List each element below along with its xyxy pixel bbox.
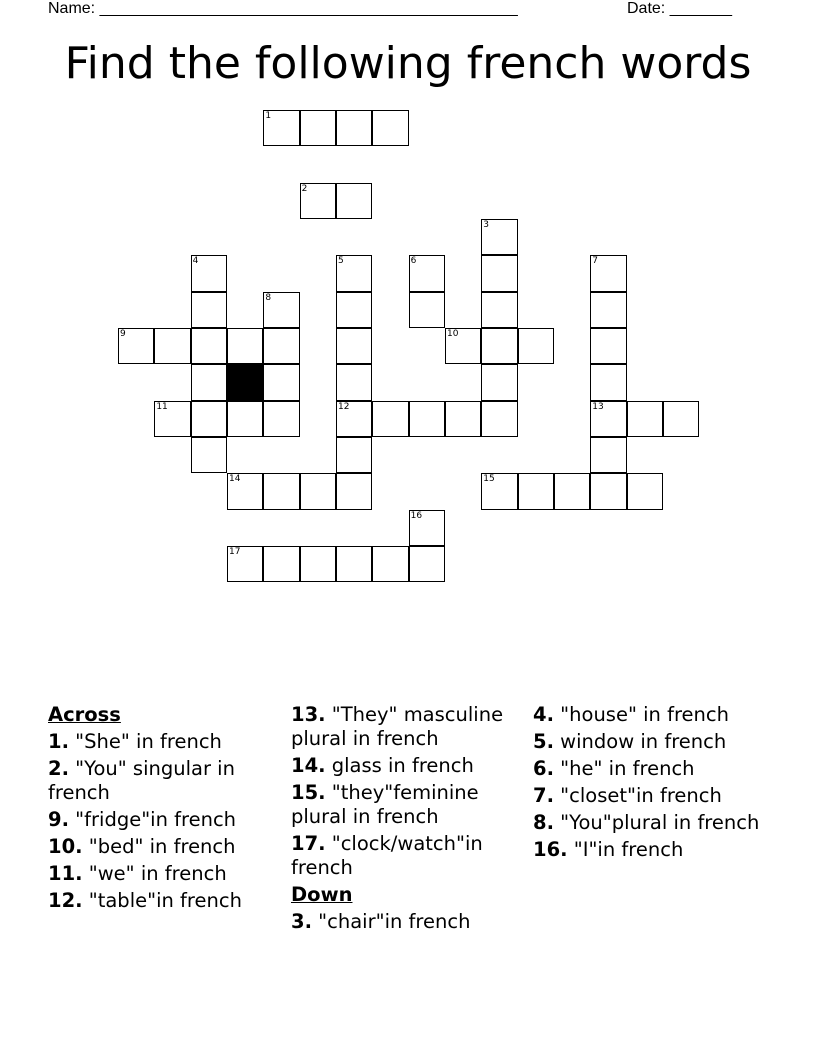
grid-cell[interactable] — [191, 401, 227, 437]
grid-cell[interactable] — [590, 473, 626, 509]
grid-cell[interactable] — [409, 510, 445, 546]
clue-item — [533, 730, 765, 754]
grid-cell[interactable] — [336, 437, 372, 473]
grid-cell[interactable] — [409, 255, 445, 291]
grid-cell[interactable] — [227, 546, 263, 582]
grid-cell[interactable] — [590, 401, 626, 437]
grid-cell[interactable] — [481, 364, 517, 400]
grid-cell[interactable] — [118, 328, 154, 364]
grid-cell[interactable] — [481, 255, 517, 291]
clue-list — [533, 703, 765, 862]
clues-column-2 — [291, 703, 523, 937]
clue-number: 10. — [48, 835, 83, 858]
clue-item — [48, 730, 280, 754]
grid-cell[interactable] — [300, 110, 336, 146]
grid-cell[interactable] — [590, 437, 626, 473]
cell-number: 3 — [483, 219, 490, 230]
grid-cell[interactable] — [191, 292, 227, 328]
grid-cell[interactable] — [518, 328, 554, 364]
grid-cell[interactable] — [227, 473, 263, 509]
clue-number: 2. — [48, 757, 69, 780]
grid-cell[interactable] — [554, 473, 590, 509]
grid-cell[interactable] — [263, 110, 299, 146]
grid-cell[interactable] — [481, 328, 517, 364]
clue-item — [533, 838, 765, 862]
clue-item — [533, 784, 765, 808]
cell-number: 7 — [592, 256, 599, 267]
grid-cell[interactable] — [336, 328, 372, 364]
clue-text: "They" masculine plural in french — [291, 703, 504, 750]
cell-number: 8 — [265, 292, 272, 303]
clue-item — [48, 757, 280, 805]
clue-number: 4. — [533, 703, 554, 726]
clue-text: "You" singular in french — [48, 757, 235, 804]
grid-block — [227, 364, 263, 400]
cell-number: 17 — [228, 546, 241, 557]
grid-cell[interactable] — [263, 473, 299, 509]
cell-number: 5 — [337, 256, 344, 267]
clue-number: 14. — [291, 754, 326, 777]
grid-cell[interactable] — [481, 401, 517, 437]
clue-number: 9. — [48, 808, 69, 831]
cell-number: 16 — [410, 510, 423, 521]
cell-number: 10 — [446, 328, 459, 339]
clue-list — [291, 910, 523, 934]
clue-list — [48, 730, 280, 913]
grid-cell[interactable] — [590, 255, 626, 291]
grid-cell[interactable] — [191, 328, 227, 364]
cell-number: 13 — [592, 401, 604, 412]
clue-item — [291, 703, 523, 751]
cell-number: 1 — [265, 111, 272, 121]
grid-cell[interactable] — [154, 328, 190, 364]
across-heading: Across — [48, 703, 121, 726]
grid-cell[interactable] — [590, 364, 626, 400]
grid-cell[interactable] — [336, 255, 372, 291]
grid-cell[interactable] — [336, 183, 372, 219]
clue-text: "we" in french — [82, 862, 227, 885]
cell-number: 4 — [192, 256, 199, 267]
clues-column-1 — [48, 703, 280, 916]
clue-text: "clock/watch"in french — [291, 832, 483, 879]
clue-item — [291, 910, 523, 934]
clue-number: 6. — [533, 757, 554, 780]
clue-text: "they"feminine plural in french — [291, 781, 479, 828]
grid-cell[interactable] — [336, 110, 372, 146]
clue-text: glass in french — [325, 754, 474, 777]
cell-number: 14 — [228, 474, 241, 485]
grid-cell[interactable] — [372, 110, 408, 146]
grid-cell[interactable] — [263, 292, 299, 328]
grid-cell[interactable] — [300, 183, 336, 219]
grid-cell[interactable] — [518, 473, 554, 509]
grid-cell[interactable] — [627, 473, 663, 509]
date-field[interactable]: Date: _______ — [627, 0, 732, 17]
clue-number: 1. — [48, 730, 69, 753]
clue-item — [48, 889, 280, 913]
grid-cell[interactable] — [300, 546, 336, 582]
page-title: Find the following french words — [64, 38, 752, 89]
grid-cell[interactable] — [191, 437, 227, 473]
clues-column-3 — [533, 703, 765, 865]
grid-cell[interactable] — [227, 328, 263, 364]
grid-cell[interactable] — [409, 546, 445, 582]
grid-cell[interactable] — [336, 546, 372, 582]
clue-item — [48, 862, 280, 886]
cell-number: 11 — [156, 401, 168, 412]
clue-text: "chair"in french — [311, 910, 471, 933]
grid-cell[interactable] — [663, 401, 699, 437]
grid-cell[interactable] — [336, 364, 372, 400]
clue-list — [291, 703, 523, 880]
grid-cell[interactable] — [300, 473, 336, 509]
clue-item — [291, 832, 523, 880]
clue-number: 13. — [291, 703, 326, 726]
clue-text: "She" in french — [68, 730, 222, 753]
grid-cell[interactable] — [372, 546, 408, 582]
clue-text: "he" in french — [553, 757, 695, 780]
grid-cell[interactable] — [263, 328, 299, 364]
cell-number: 6 — [410, 256, 417, 267]
grid-cell[interactable] — [372, 401, 408, 437]
clue-text: "house" in french — [553, 703, 729, 726]
name-field[interactable]: Name: _______________________________________________ — [48, 0, 518, 17]
clue-item — [533, 811, 765, 835]
clue-text: "closet"in french — [553, 784, 722, 807]
clue-item — [533, 757, 765, 781]
grid-cell[interactable] — [191, 364, 227, 400]
clue-number: 16. — [533, 838, 568, 861]
grid-cell[interactable] — [445, 401, 481, 437]
down-heading: Down — [291, 883, 353, 906]
clue-text: "fridge"in french — [68, 808, 237, 831]
grid-cell[interactable] — [227, 401, 263, 437]
clue-text: "You"plural in french — [553, 811, 760, 834]
clue-number: 11. — [48, 862, 83, 885]
grid-cell[interactable] — [481, 292, 517, 328]
clue-item — [48, 808, 280, 832]
cell-number: 2 — [301, 183, 308, 194]
grid-cell[interactable] — [263, 546, 299, 582]
clue-number: 8. — [533, 811, 554, 834]
grid-cell[interactable] — [336, 473, 372, 509]
grid-cell[interactable] — [154, 401, 190, 437]
grid-cell[interactable] — [263, 364, 299, 400]
clue-number: 7. — [533, 784, 554, 807]
cell-number: 15 — [483, 474, 495, 485]
clue-text: window in french — [553, 730, 727, 753]
grid-cell[interactable] — [336, 292, 372, 328]
grid-cell[interactable] — [590, 328, 626, 364]
grid-cell[interactable] — [481, 473, 517, 509]
clue-number: 5. — [533, 730, 554, 753]
cell-number: 9 — [120, 328, 126, 339]
clue-item — [291, 781, 523, 829]
grid-cell[interactable] — [409, 401, 445, 437]
grid-cell[interactable] — [263, 401, 299, 437]
grid-cell[interactable] — [445, 328, 481, 364]
clue-text: "I"in french — [567, 838, 684, 861]
clue-number: 17. — [291, 832, 326, 855]
clue-item — [533, 703, 765, 727]
grid-cell[interactable] — [627, 401, 663, 437]
cell-number: 12 — [337, 401, 350, 412]
clue-text: "table"in french — [82, 889, 242, 912]
grid-cell[interactable] — [336, 401, 372, 437]
clue-number: 15. — [291, 781, 326, 804]
clue-text: "bed" in french — [82, 835, 236, 858]
grid-cell[interactable] — [191, 255, 227, 291]
clue-number: 12. — [48, 889, 83, 912]
clue-item — [291, 754, 523, 778]
grid-cell[interactable] — [409, 292, 445, 328]
grid-cell[interactable] — [481, 219, 517, 255]
clue-number: 3. — [291, 910, 312, 933]
clue-item — [48, 835, 280, 859]
grid-cell[interactable] — [590, 292, 626, 328]
